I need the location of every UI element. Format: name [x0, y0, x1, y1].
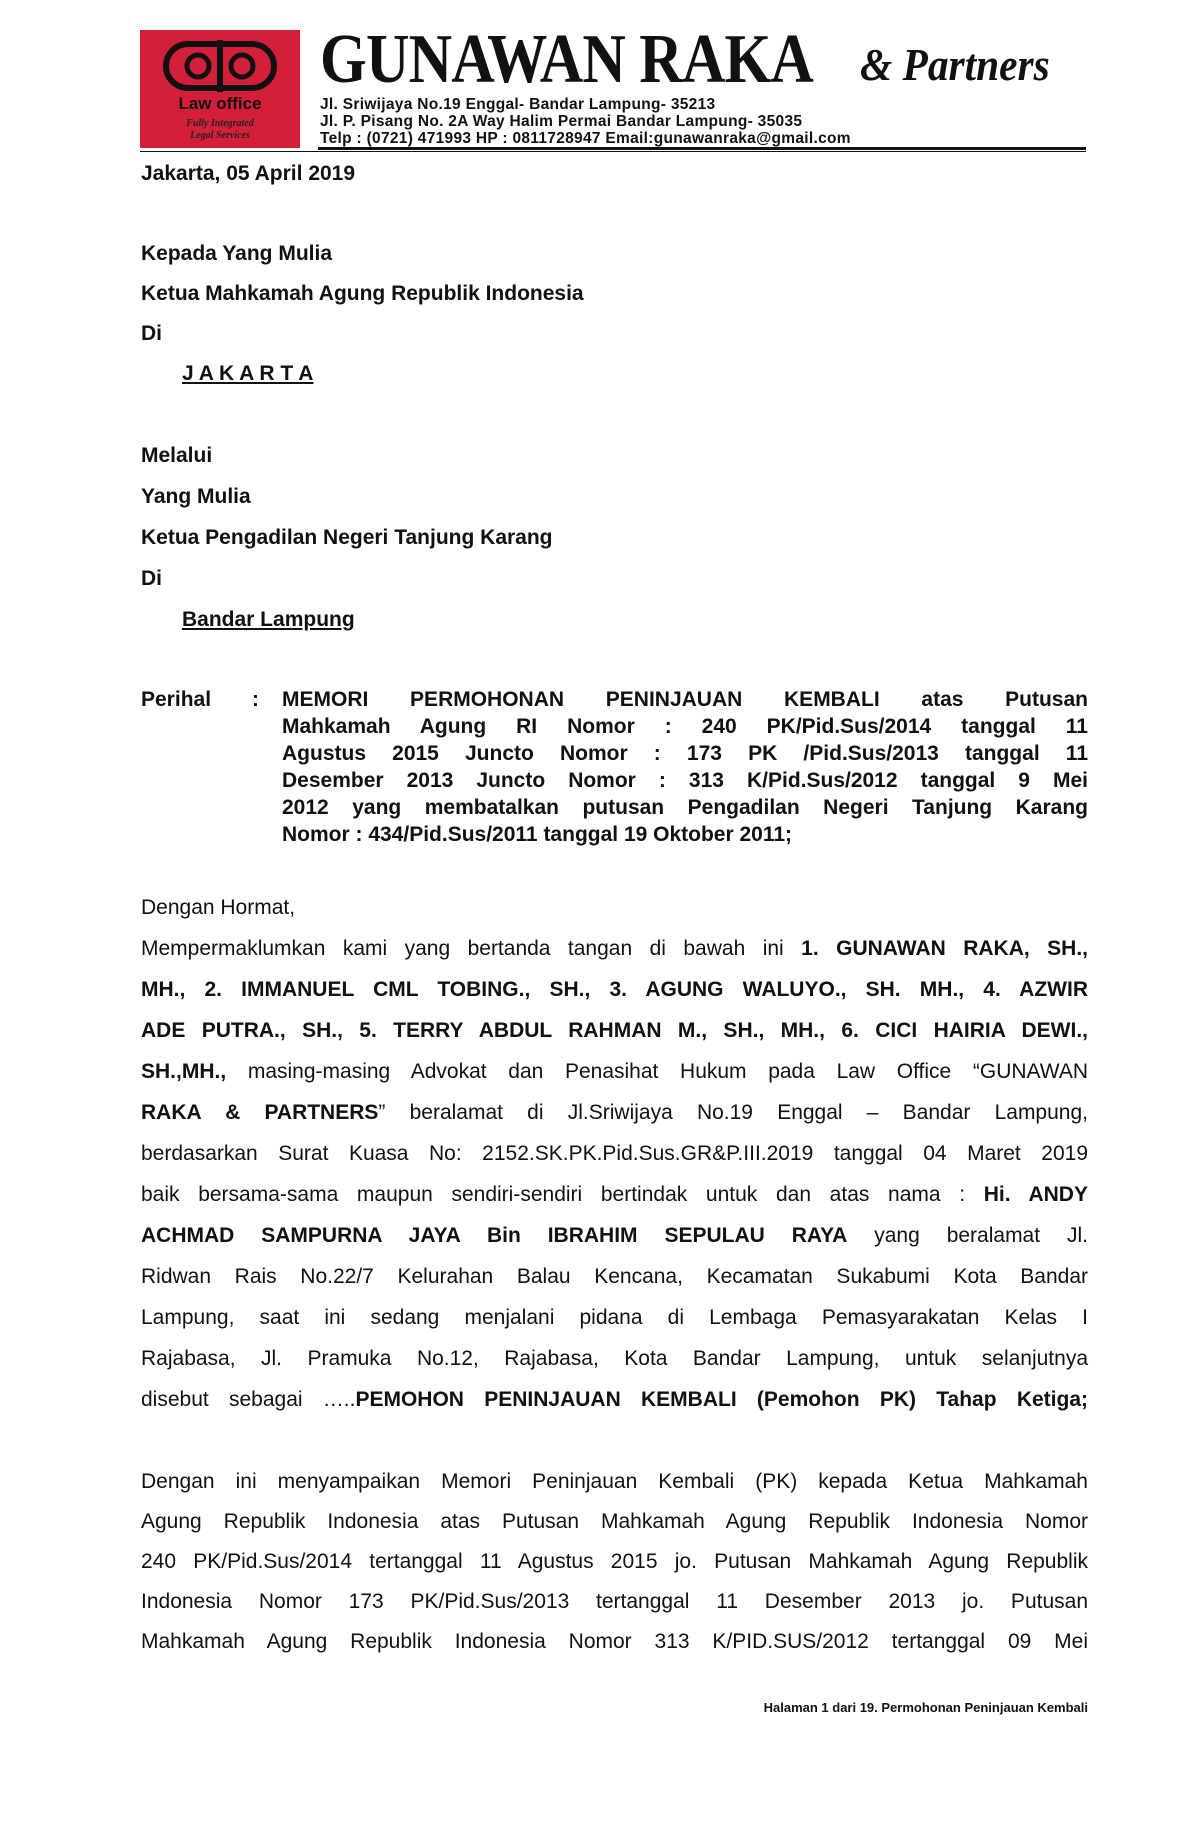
- via-line: Di: [141, 567, 162, 590]
- logo-text: Law office: [178, 94, 262, 113]
- paragraph-line: baik bersama-sama maupun sendiri-sendiri bertindak untuk dan atas nama : Hi. ANDY: [141, 1183, 1088, 1206]
- subject-line: Desember 2013 Juncto Nomor : 313 K/Pid.Sus/2012 tanggal 9 Mei: [282, 769, 1088, 792]
- paragraph-line: 240 PK/Pid.Sus/2014 tertanggal 11 Agustus 2015 jo. Putusan Mahkamah Agung Republik: [141, 1550, 1088, 1573]
- subject-colon: :: [252, 688, 259, 711]
- qp-monogram-icon: [152, 38, 288, 94]
- via-line: Melalui: [141, 444, 213, 467]
- logo-tagline: Legal Services: [190, 130, 250, 141]
- page-footer: Halaman 1 dari 19. Permohonan Peninjauan Kembali: [763, 1700, 1088, 1715]
- paragraph-line: disebut sebagai …..PEMOHON PENINJAUAN KEMBALI (Pemohon PK) Tahap Ketiga;: [141, 1388, 1088, 1411]
- paragraph-line: RAKA & PARTNERS” beralamat di Jl.Sriwijaya No.19 Enggal – Bandar Lampung,: [141, 1101, 1088, 1124]
- addressee-line: Kepada Yang Mulia: [141, 242, 332, 265]
- via-line: Yang Mulia: [141, 485, 251, 508]
- subject-line: MEMORI PERMOHONAN PENINJAUAN KEMBALI atas Putusan: [282, 688, 1088, 711]
- paragraph-line: Mahkamah Agung Republik Indonesia Nomor 313 K/PID.SUS/2012 tertanggal 09 Mei: [141, 1630, 1088, 1653]
- addressee-line: Di: [141, 322, 162, 345]
- letter-date: Jakarta, 05 April 2019: [141, 162, 356, 185]
- letterhead-address: Jl. P. Pisang No. 2A Way Halim Permai Bandar Lampung- 35035: [320, 113, 803, 130]
- firm-name-suffix: & Partners: [860, 39, 1050, 90]
- paragraph-line: Agung Republik Indonesia atas Putusan Mahkamah Agung Republik Indonesia Nomor: [141, 1510, 1088, 1533]
- paragraph-line: SH.,MH., masing-masing Advokat dan Penasihat Hukum pada Law Office “GUNAWAN: [141, 1060, 1088, 1083]
- firm-name: GUNAWAN RAKA: [320, 21, 814, 98]
- letterhead-address: Jl. Sriwijaya No.19 Enggal- Bandar Lampung- 35213: [320, 96, 716, 113]
- subject-label: Perihal: [141, 688, 212, 711]
- paragraph-line: Rajabasa, Jl. Pramuka No.12, Rajabasa, Kota Bandar Lampung, untuk selanjutnya: [141, 1347, 1088, 1370]
- law-office-logo: [140, 30, 300, 148]
- paragraph-line: Dengan ini menyampaikan Memori Peninjauan Kembali (PK) kepada Ketua Mahkamah: [141, 1470, 1088, 1493]
- paragraph-line: ADE PUTRA., SH., 5. TERRY ABDUL RAHMAN M., SH., MH., 6. CICI HAIRIA DEWI.,: [141, 1019, 1088, 1042]
- subject-line: Nomor : 434/Pid.Sus/2011 tanggal 19 Oktober 2011;: [282, 823, 793, 846]
- letterhead-divider: [318, 147, 1086, 150]
- addressee-city: J A K A R T A: [182, 362, 314, 385]
- addressee-line: Ketua Mahkamah Agung Republik Indonesia: [141, 282, 584, 305]
- via-line: Ketua Pengadilan Negeri Tanjung Karang: [141, 526, 553, 549]
- paragraph-line: berdasarkan Surat Kuasa No: 2152.SK.PK.Pid.Sus.GR&P.III.2019 tanggal 04 Maret 2019: [141, 1142, 1088, 1165]
- salutation: Dengan Hormat,: [141, 896, 296, 919]
- logo-tagline: Fully Integrated: [186, 118, 254, 129]
- letterhead-contact: Telp : (0721) 471993 HP : 0811728947 Email:gunawanraka@gmail.com: [320, 130, 851, 147]
- paragraph-line: ACHMAD SAMPURNA JAYA Bin IBRAHIM SEPULAU RAYA yang beralamat Jl.: [141, 1224, 1088, 1247]
- letterhead-divider: [140, 151, 1086, 152]
- subject-line: Mahkamah Agung RI Nomor : 240 PK/Pid.Sus/2014 tanggal 11: [282, 715, 1088, 738]
- paragraph-line: Ridwan Rais No.22/7 Kelurahan Balau Kencana, Kecamatan Sukabumi Kota Bandar: [141, 1265, 1088, 1288]
- paragraph-line: Mempermaklumkan kami yang bertanda tangan di bawah ini 1. GUNAWAN RAKA, SH.,: [141, 937, 1088, 960]
- subject-line: 2012 yang membatalkan putusan Pengadilan Negeri Tanjung Karang: [282, 796, 1088, 819]
- paragraph-line: Lampung, saat ini sedang menjalani pidana di Lembaga Pemasyarakatan Kelas I: [141, 1306, 1088, 1329]
- paragraph-line: Indonesia Nomor 173 PK/Pid.Sus/2013 tertanggal 11 Desember 2013 jo. Putusan: [141, 1590, 1088, 1613]
- via-city: Bandar Lampung: [182, 608, 355, 631]
- subject-line: Agustus 2015 Juncto Nomor : 173 PK /Pid.Sus/2013 tanggal 11: [282, 742, 1088, 765]
- paragraph-line: MH., 2. IMMANUEL CML TOBING., SH., 3. AGUNG WALUYO., SH. MH., 4. AZWIR: [141, 978, 1088, 1001]
